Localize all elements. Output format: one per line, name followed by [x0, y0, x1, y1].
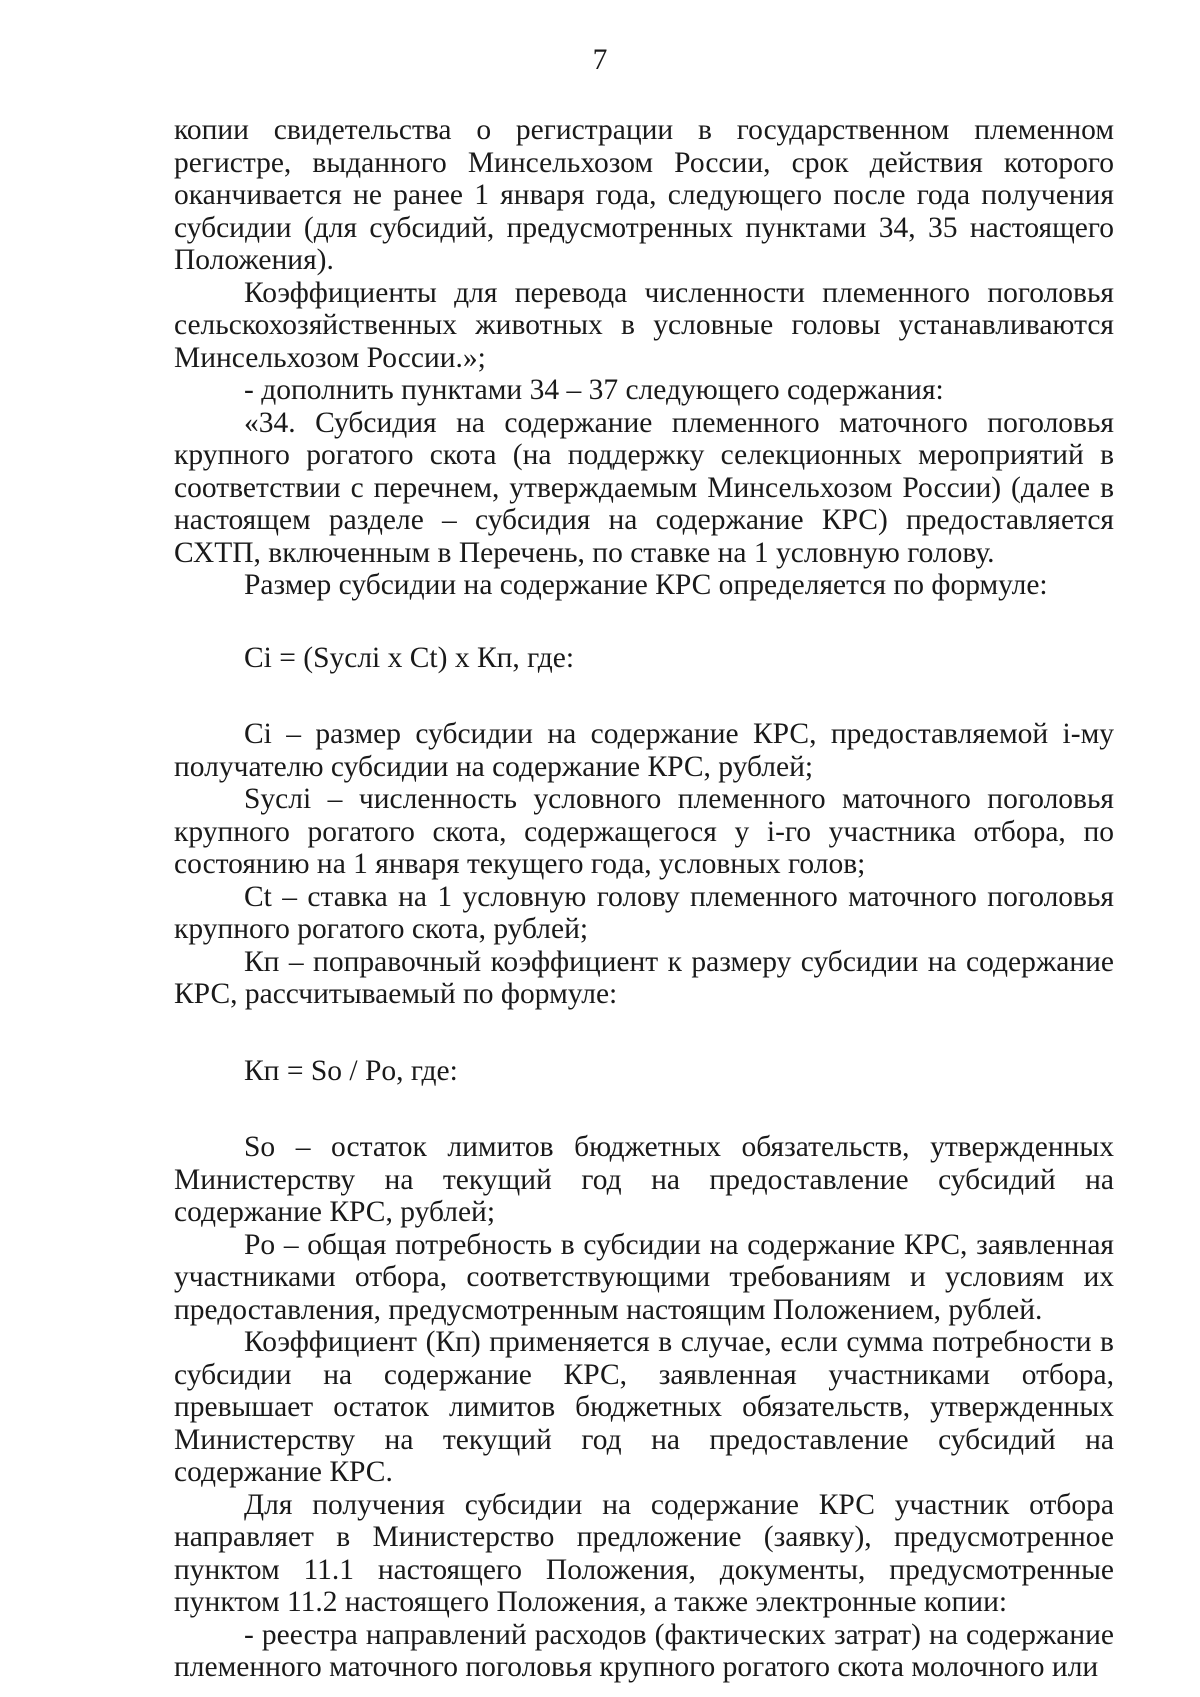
page-number: 7 [592, 44, 608, 76]
paragraph-clause-34: «34. Субсидия на содержание племенного маточного поголовья крупного рогатого скота (на поддержку селекционных мероприятий в соответствии с перечнем, утверждаемым Минсельхозом России) (далее в настоящем разделе – субсидия на содержание КРС) предоставляется СХТП, включенным в Перечень, по ставке на 1 условную голову. [174, 406, 1114, 569]
definition-susl: Sуслi – численность условного племенного маточного поголовья крупного рогатого скота, содержащегося у i-го участника отбора, по состоянию на 1 января текущего года, условных голов; [174, 783, 1114, 880]
spacer [174, 1011, 1114, 1055]
paragraph-expense-registry: - реестра направлений расходов (фактических затрат) на содержание племенного маточного поголовья крупного рогатого скота молочного или [174, 1618, 1114, 1683]
formula-coefficient: Кп = So / Pо, где: [244, 1054, 458, 1087]
definition-ct: Ct – ставка на 1 условную голову племенного маточного поголовья крупного рогатого скота, рублей; [174, 880, 1114, 945]
paragraph-formula-intro: Размер субсидии на содержание КРС определяется по формуле: [244, 569, 1048, 601]
spacer [174, 1087, 1114, 1131]
definition-kp: Кп – поправочный коэффициент к размеру субсидии на содержание КРС, рассчитываемый по формуле: [174, 945, 1114, 1010]
definition-po: Pо – общая потребность в субсидии на содержание КРС, заявленная участниками отбора, соответствующими требованиям и условиям их предоставления, предусмотренным настоящим Положением, рублей. [174, 1228, 1114, 1326]
paragraph-registry-copy: копии свидетельства о регистрации в государственном племенном регистре, выданного Минсельхозом России, срок действия которого оканчивается не ранее 1 января года, следующего после года получения субсидии (для субсидий, предусмотренных пунктами 34, 35 настоящего Положения). [174, 114, 1114, 276]
definition-ci: Ci – размер субсидии на содержание КРС, предоставляемой i-му получателю субсидии на содержание КРС, рублей; [174, 718, 1114, 783]
paragraph-application: Для получения субсидии на содержание КРС участник отбора направляет в Министерство предложение (заявку), предусмотренное пунктом 11.1 настоящего Положения, документы, предусмотренные пунктом 11.2 настоящего Положения, а также электронные копии: [174, 1488, 1114, 1618]
definition-so: So – остаток лимитов бюджетных обязательств, утвержденных Министерству на текущий год на предоставление субсидий на содержание КРС, рублей; [174, 1131, 1114, 1228]
paragraph-coefficient-applies: Коэффициент (Кп) применяется в случае, если сумма потребности в субсидии на содержание КРС, заявленная участниками отбора, превышает остаток лимитов бюджетных обязательств, утвержденных Министерству на текущий год на предоставление субсидий на содержание КРС. [174, 1326, 1114, 1488]
spacer [174, 602, 1114, 642]
document-body [174, 114, 1114, 1684]
paragraph-amendment: - дополнить пунктами 34 – 37 следующего содержания: [244, 374, 944, 406]
formula-subsidy: Ci = (Sуслi x Ct) x Кп, где: [244, 641, 575, 674]
paragraph-coefficients: Коэффициенты для перевода численности племенного поголовья сельскохозяйственных животных в условные головы устанавливаются Минсельхозом России.»; [174, 276, 1114, 374]
spacer [174, 674, 1114, 718]
